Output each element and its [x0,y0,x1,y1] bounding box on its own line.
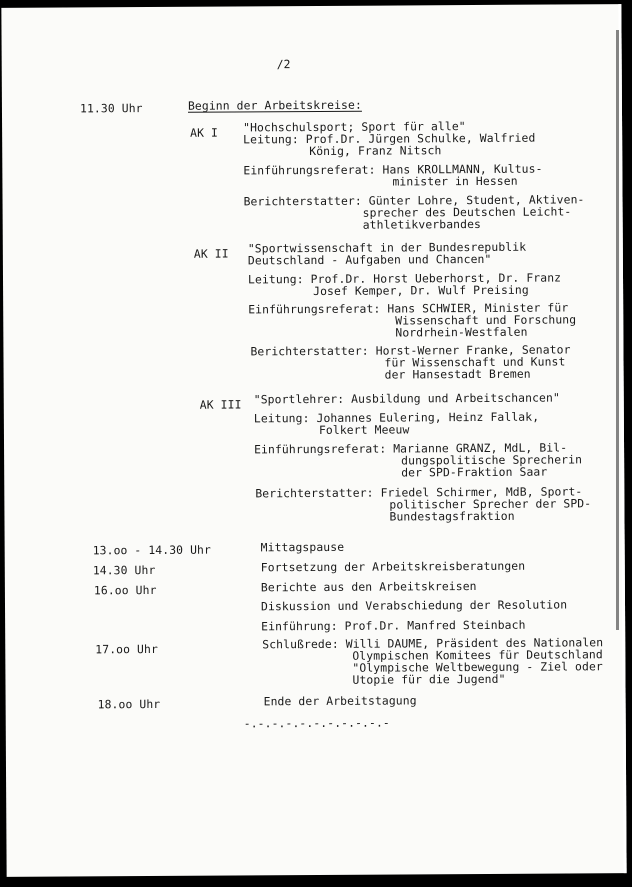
ak1-ber-1: Berichterstatter: Günter Lohre, Student, Aktiven- [243,192,585,209]
time-1700: 17.oo Uhr [95,641,158,657]
ak3-ber-1: Berichterstatter: Friedel Schirmer, MdB, Sport- [255,484,583,501]
schlussrede-3: "Olympische Weltbewegung - Ziel oder [352,659,603,675]
ak2-einf-1: Einführungsreferat: Hans SCHWIER, Minister für [248,300,569,317]
ak3-einf-1: Einführungsreferat: Marianne GRANZ, MdL, Bil- [254,440,568,457]
ak1-leitung-2: König, Franz Nitsch [309,143,442,159]
ak1-ber-3: athletikverbandes [362,216,482,232]
ak2-ber-2: für Wissenschaft und Kunst [384,354,566,370]
time-1600: 16.oo Uhr [93,582,157,598]
ak1-einf-2: minister in Hessen [392,173,518,189]
ak2-leitung-1: Leitung: Prof.Dr. Horst Ueberhorst, Dr. Franz [247,270,562,287]
ak1-leitung-1: Leitung: Prof.Dr. Jürgen Schulke, Walfried [243,130,536,147]
time-1300: 13.oo - 14.30 Uhr [92,542,212,558]
document-page [1,4,626,877]
ak3-title: "Sportlehrer: Ausbildung und Arbeitschancen" [253,390,560,407]
schlussrede-2: Olympischen Komitees für Deutschland [352,647,603,663]
time-1430: 14.30 Uhr [92,562,156,578]
ak1-einf-1: Einführungsreferat: Hans KROLLMANN, Kultus- [243,161,543,178]
ak3-label: AK III [199,397,242,412]
mittagspause: Mittagspause [260,539,345,555]
schlussrede-1: Schlußrede: Willi DAUME, Präsident des Nationalen [262,635,604,652]
ak3-leitung-2: Folkert Meeuw [318,422,410,437]
ak3-einf-2: dungspolitische Sprecherin [401,452,583,468]
ak2-title-1: "Sportwissenschaft in der Bundesrepublik [247,239,527,256]
ak2-leitung-2: Josef Kemper, Dr. Wulf Preising [313,282,529,299]
ak2-einf-3: Nordrhein-Westfalen [395,324,528,340]
schlussrede-4: Utopie für die Jugend" [352,671,506,687]
heading-arbeitskreise: Beginn der Arbeitskreise: [187,97,362,113]
time-1800: 18.oo Uhr [97,696,161,712]
ak3-einf-3: der SPD-Fraktion Saar [401,464,548,480]
ak1-label: AK I [190,125,219,140]
ak2-title-2: Deutschland - Aufgaben und Chancen" [247,251,492,268]
ak1-title: "Hochschulsport; Sport für alle" [243,119,466,135]
ak3-ber-2: politischer Sprecher der SPD- [389,496,592,512]
ak3-ber-3: Bundestagsfraktion [389,508,515,524]
scan-edge-shadow [616,30,619,630]
ak2-ber-1: Berichterstatter: Horst-Werner Franke, Senator [250,342,571,359]
ak2-ber-3: der Hansestadt Bremen [384,366,531,382]
ak2-einf-2: Wissenschaft und Forschung [395,312,577,328]
ende: Ende der Arbeitstagung [263,693,417,709]
ak1-ber-2: sprecher des Deutschen Leicht- [362,204,572,220]
time-1130: 11.30 Uhr [79,101,143,116]
einfuehrung: Einführung: Prof.Dr. Manfred Steinbach [261,617,526,634]
diskussion: Diskussion und Verabschiedung der Resolution [260,597,568,614]
ak3-leitung-1: Leitung: Johannes Eulering, Heinz Fallak, [253,409,540,426]
page-number: /2 [276,57,291,72]
end-marker: -.-.-.-.-.-.-.-.-.-.- [243,715,390,731]
berichte: Berichte aus den Arbeitskreisen [260,579,477,595]
fortsetzung: Fortsetzung der Arbeitskreisberatungen [260,558,526,575]
ak2-label: AK II [193,246,229,261]
